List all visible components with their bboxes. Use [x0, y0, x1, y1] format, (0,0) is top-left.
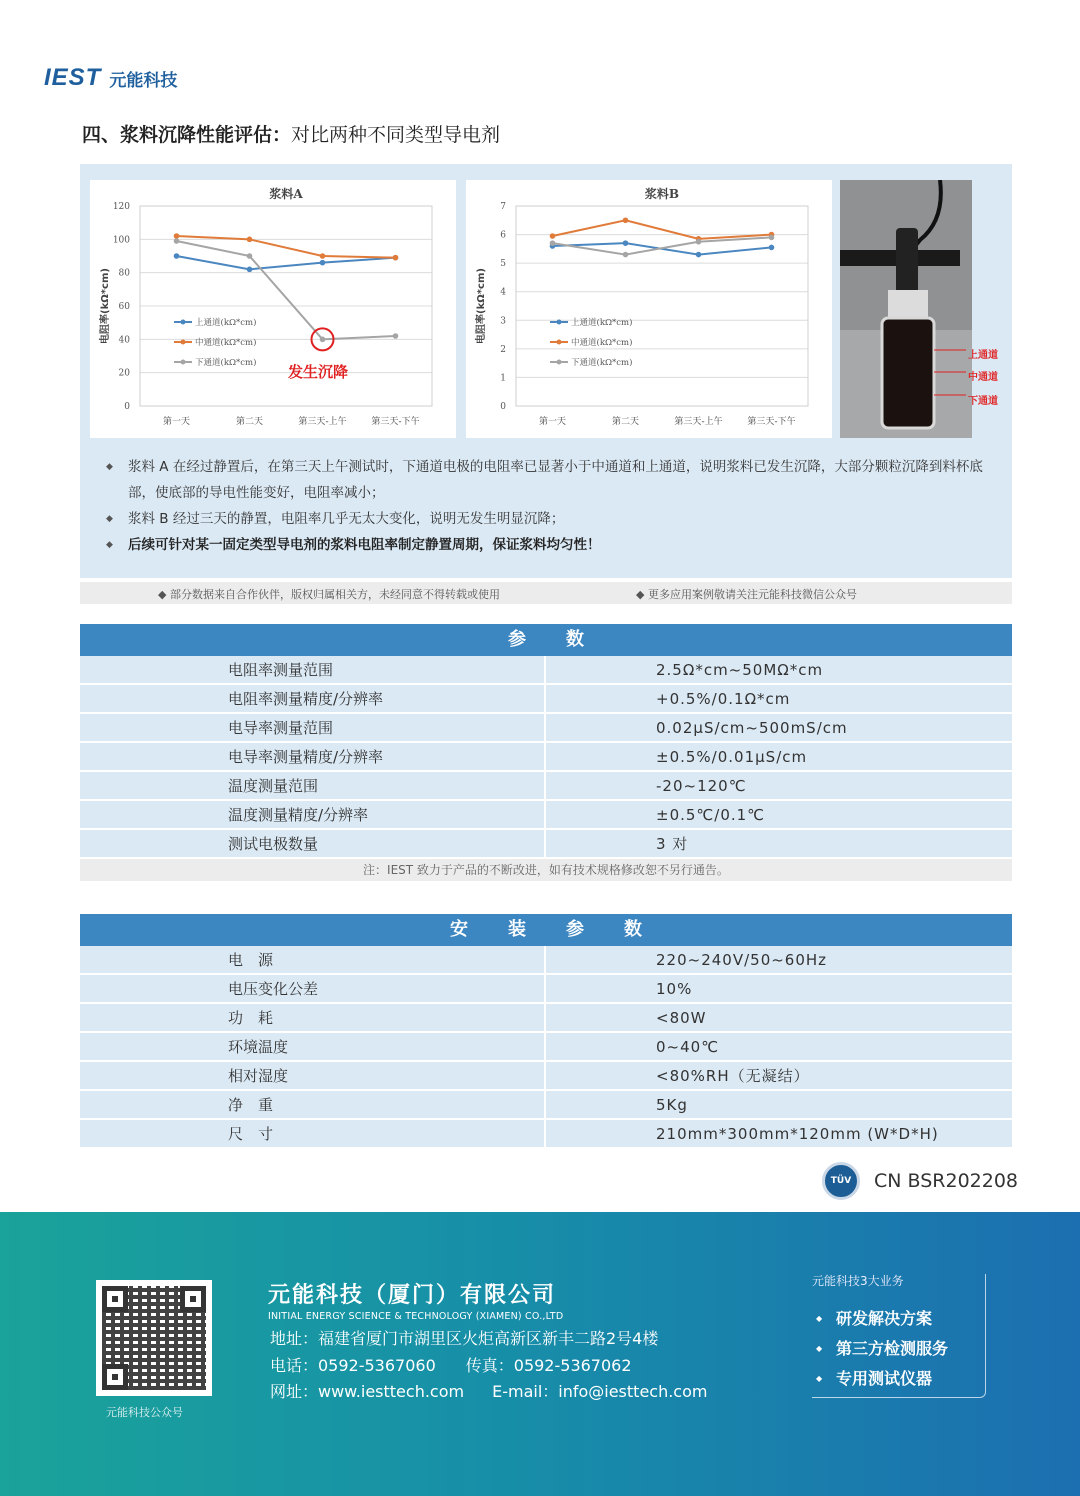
install-value: 10%: [546, 975, 1012, 1002]
company-block: [268, 1278, 563, 1322]
y-tick-label: 0: [500, 402, 506, 412]
y-tick-label: 2: [500, 344, 506, 355]
param-value: -20~120℃: [546, 772, 1012, 799]
x-tick-label: 第一天: [162, 417, 191, 427]
legend-marker: [557, 340, 562, 345]
install-row: [80, 946, 1012, 975]
phone: 电话：0592-5367060: [270, 1355, 436, 1375]
params-table-header: 参数: [80, 624, 1012, 656]
install-row: [80, 1033, 1012, 1062]
y-tick-label: 60: [118, 302, 130, 312]
email-link[interactable]: E-mail：info@iesttech.com: [492, 1382, 708, 1401]
param-row: [80, 772, 1012, 801]
series-line: [553, 237, 772, 254]
photo-label-lower: 下通道: [968, 396, 998, 407]
y-tick-label: 120: [112, 202, 130, 212]
install-table: [80, 914, 1012, 1149]
param-label: 电阻率测量范围: [80, 656, 546, 683]
chart-slurry-a-box: [90, 180, 456, 438]
param-row: [80, 801, 1012, 830]
y-tick-label: 7: [500, 202, 506, 212]
legend-marker: [557, 320, 562, 325]
qr-code-icon[interactable]: [96, 1280, 212, 1396]
x-tick-label: 第三天-上午: [674, 417, 723, 427]
data-point: [393, 255, 399, 261]
param-value: ±0.5℃/0.1℃: [546, 801, 1012, 828]
data-point: [550, 233, 556, 239]
install-label: 相对湿度: [80, 1062, 546, 1089]
install-value: <80%RH（无凝结）: [546, 1062, 1012, 1089]
data-point: [247, 237, 253, 243]
source-note-right: ◆ 更多应用案例敬请关注元能科技微信公众号: [636, 588, 857, 601]
param-row: [80, 656, 1012, 685]
x-tick-label: 第二天: [235, 417, 264, 427]
address: 地址：福建省厦门市湖里区火炬高新区新丰二路2号4楼: [270, 1329, 659, 1348]
param-row: [80, 743, 1012, 772]
param-value: 0.02μS/cm~500mS/cm: [546, 714, 1012, 741]
param-label: 电导率测量范围: [80, 714, 546, 741]
data-point: [623, 252, 629, 258]
install-table-body: [80, 946, 1012, 1149]
install-row: [80, 1091, 1012, 1120]
y-tick-label: 6: [500, 230, 506, 241]
business-list: [814, 1304, 948, 1394]
qr-finder-icon: [180, 1286, 206, 1312]
finding-slurry-a: ◆ 浆料 A 在经过静置后，在第三天上午测试时，下通道电极的电阻率已显著小于中通道和上通道，说明浆料已发生沉降，大部分颗粒沉降到料杯底部，使底部的导电性能变好，电阻率减小；: [106, 454, 986, 506]
y-tick-label: 100: [112, 235, 130, 246]
legend-marker: [181, 360, 186, 365]
logo-name: 元能科技: [109, 70, 178, 91]
install-label: 功 耗: [80, 1004, 546, 1031]
tuv-badge-icon: TÜV: [822, 1162, 860, 1200]
y-tick-label: 3: [500, 316, 506, 327]
y-tick-label: 20: [118, 368, 130, 379]
legend-entry: 中通道(kΩ*cm): [571, 338, 633, 348]
param-row: [80, 714, 1012, 743]
param-value: ±0.5%/0.01μS/cm: [546, 743, 1012, 770]
legend-entry: 下通道(kΩ*cm): [571, 358, 633, 368]
chart-slurry-b: [466, 180, 832, 438]
x-tick-label: 第一天: [538, 417, 567, 427]
param-label: 电阻率测量精度/分辨率: [80, 685, 546, 712]
data-point: [174, 233, 180, 239]
install-value: 5Kg: [546, 1091, 1012, 1118]
y-tick-label: 80: [118, 268, 130, 279]
section-title-bold: 四、浆料沉降性能评估：: [82, 124, 292, 146]
contact-info: [270, 1326, 707, 1406]
legend-entry: 下通道(kΩ*cm): [195, 358, 257, 368]
param-label: 电导率测量精度/分辨率: [80, 743, 546, 770]
install-row: [80, 1062, 1012, 1091]
section-title: [82, 120, 500, 147]
source-note-left: ◆ 部分数据来自合作伙伴，版权归属相关方，未经同意不得转载或使用: [158, 588, 500, 601]
data-point: [320, 337, 326, 343]
y-axis-label: 电阻率(kΩ*cm): [476, 268, 487, 344]
x-tick-label: 第三天-下午: [747, 417, 796, 427]
param-value: +0.5%/0.1Ω*cm: [546, 685, 1012, 712]
data-point: [174, 253, 180, 259]
install-label: 电 源: [80, 946, 546, 973]
qr-finder-icon: [102, 1364, 128, 1390]
data-point: [623, 217, 629, 223]
data-point: [769, 235, 775, 241]
chart-slurry-a: [90, 180, 456, 438]
sedimentation-panel: [80, 164, 1012, 578]
chart-annotation: 发生沉降: [288, 363, 349, 381]
x-tick-label: 第二天: [611, 417, 640, 427]
business-item-instruments: ◆ 专用测试仪器: [814, 1364, 948, 1394]
chart-slurry-b-box: [466, 180, 832, 438]
finding-slurry-b: ◆ 浆料 B 经过三天的静置，电阻率几乎无太大变化，说明无发生明显沉降；: [106, 506, 986, 532]
photo-label-upper: 上通道: [968, 350, 998, 361]
series-line: [177, 256, 396, 269]
y-tick-label: 1: [500, 373, 506, 384]
param-label: 温度测量精度/分辨率: [80, 801, 546, 828]
data-point: [696, 239, 702, 245]
install-value: 220~240V/50~60Hz: [546, 946, 1012, 973]
install-label: 尺 寸: [80, 1120, 546, 1147]
qr-finder-icon: [102, 1286, 128, 1312]
logo-mark: IEST: [44, 64, 102, 91]
business-title: 元能科技3大业务: [812, 1274, 904, 1288]
legend-marker: [181, 340, 186, 345]
legend-marker: [181, 320, 186, 325]
install-value: <80W: [546, 1004, 1012, 1031]
qr-pattern: [102, 1286, 206, 1390]
data-point: [247, 267, 253, 273]
company-name-cn: 元能科技（厦门）有限公司: [268, 1283, 557, 1308]
param-row: [80, 830, 1012, 859]
install-table-header: 安装参数: [80, 914, 1012, 946]
fax: 传真：0592-5367062: [465, 1355, 632, 1375]
param-label: 测试电极数量: [80, 830, 546, 857]
section-title-rest: 对比两种不同类型导电剂: [291, 124, 501, 146]
data-point: [174, 238, 180, 244]
data-point: [247, 253, 253, 259]
y-tick-label: 0: [124, 402, 130, 412]
series-line: [553, 220, 772, 239]
legend-entry: 上通道(kΩ*cm): [571, 318, 633, 328]
y-tick-label: 40: [118, 335, 130, 346]
legend-entry: 中通道(kΩ*cm): [195, 338, 257, 348]
params-table-note: 注：IEST 致力于产品的不断改进，如有技术规格修改恕不另行通告。: [80, 859, 1012, 881]
legend-entry: 上通道(kΩ*cm): [195, 318, 257, 328]
business-item-rd: ◆ 研发解决方案: [814, 1304, 948, 1334]
data-point: [696, 252, 702, 258]
y-tick-label: 5: [500, 259, 506, 270]
footer: [0, 1212, 1080, 1496]
x-tick-label: 第三天-上午: [298, 417, 347, 427]
probe-illustration: [840, 180, 972, 438]
finding-conclusion: ◆ 后续可针对某一固定类型导电剂的浆料电阻率制定静置周期，保证浆料均匀性！: [106, 532, 986, 558]
install-value: 210mm*300mm*120mm (W*D*H): [546, 1120, 1012, 1147]
photo-label-middle: 中通道: [968, 372, 998, 383]
company-name-en: INITIAL ENERGY SCIENCE & TECHNOLOGY (XIAMEN) CO.,LTD: [268, 1311, 564, 1322]
install-row: [80, 1004, 1012, 1033]
y-tick-label: 4: [500, 287, 506, 298]
brand-logo: [44, 64, 177, 92]
param-value: 2.5Ω*cm~50MΩ*cm: [546, 656, 1012, 683]
website-link[interactable]: 网址：www.iesttech.com: [270, 1382, 465, 1401]
data-point: [320, 260, 326, 266]
findings-list: [106, 454, 986, 558]
probe-photo: [840, 180, 972, 438]
install-row: [80, 1120, 1012, 1149]
data-point: [393, 333, 399, 339]
business-item-testing: ◆ 第三方检测服务: [814, 1334, 948, 1364]
param-value: 3 对: [546, 830, 1012, 857]
cert-code: CN BSR202208: [874, 1170, 1019, 1192]
param-row: [80, 685, 1012, 714]
data-point: [550, 240, 556, 246]
install-label: 电压变化公差: [80, 975, 546, 1002]
chart-title: 浆料A: [269, 187, 303, 201]
chart-title: 浆料B: [644, 187, 680, 201]
qr-caption: 元能科技公众号: [106, 1406, 183, 1419]
x-tick-label: 第三天-下午: [371, 417, 420, 427]
source-note-bar: [80, 582, 1012, 604]
business-box: [812, 1274, 986, 1398]
data-point: [623, 240, 629, 246]
data-point: [769, 245, 775, 251]
certification: [822, 1162, 1018, 1200]
install-value: 0~40℃: [546, 1033, 1012, 1060]
install-label: 净 重: [80, 1091, 546, 1118]
install-row: [80, 975, 1012, 1004]
params-table: [80, 624, 1012, 881]
params-table-body: [80, 656, 1012, 859]
data-point: [320, 253, 326, 259]
legend-marker: [557, 360, 562, 365]
install-label: 环境温度: [80, 1033, 546, 1060]
y-axis-label: 电阻率(kΩ*cm): [100, 268, 111, 344]
param-label: 温度测量范围: [80, 772, 546, 799]
